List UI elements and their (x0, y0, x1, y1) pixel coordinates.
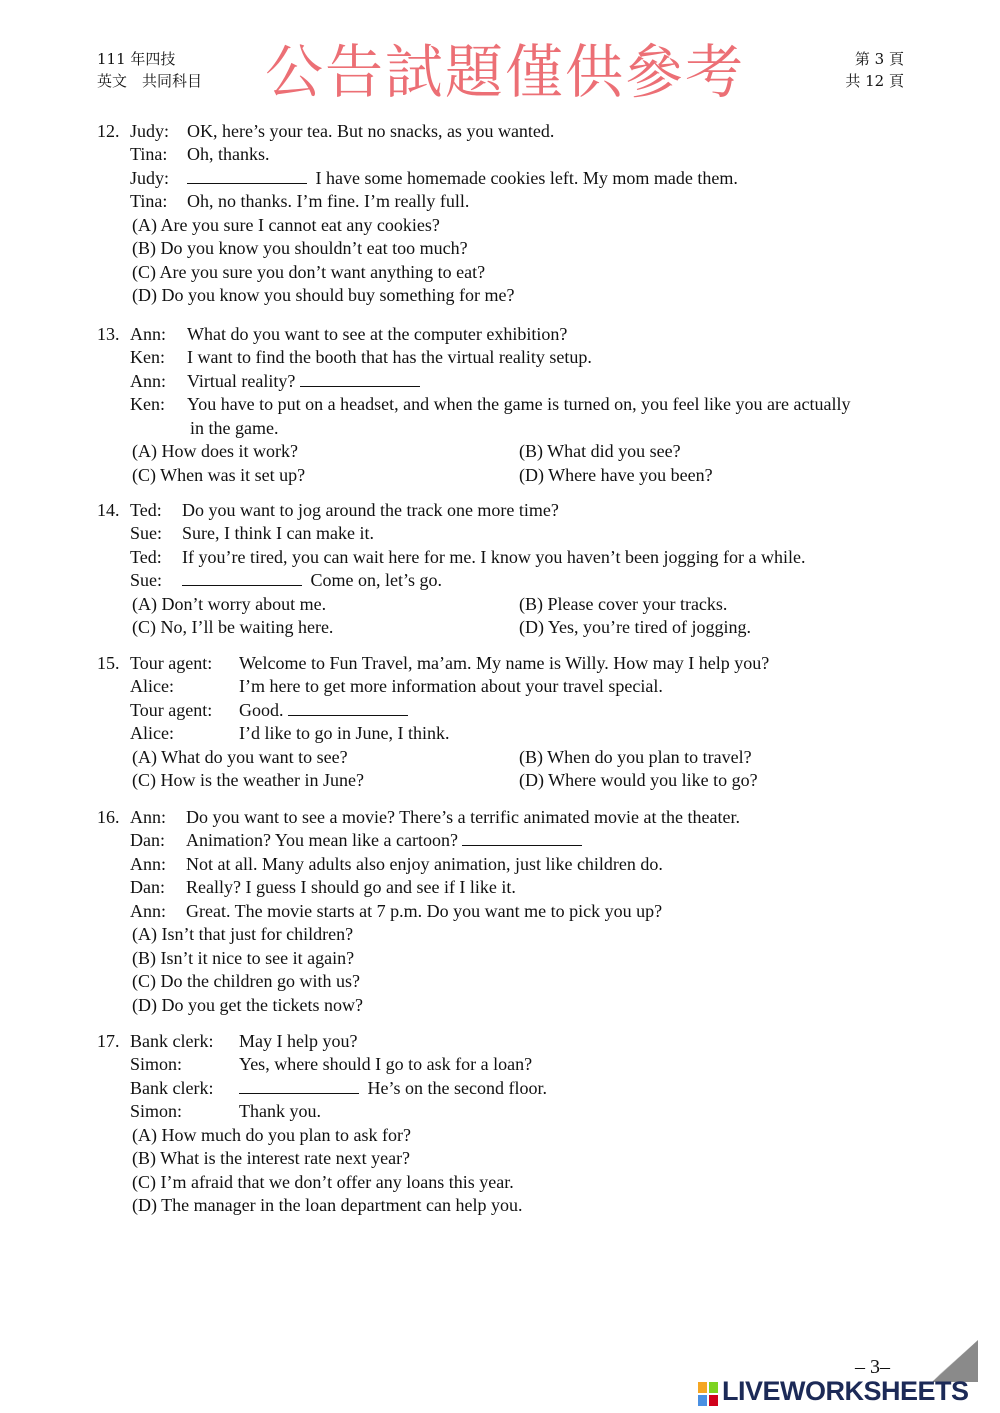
dialogue-text (186, 829, 586, 852)
dialogue-text-main: You have to put on a headset, and when the game is turned on, you feel like you are actually (187, 394, 851, 415)
dialogue-text-main: Sure, I think I can make it. (182, 523, 374, 544)
answer-option-b[interactable]: (B) What did you see? (519, 440, 681, 461)
dialogue-text (239, 1077, 547, 1100)
speaker-name: Tour agent: (130, 653, 213, 673)
dialogue-continuation-line (97, 417, 917, 440)
answer-options (97, 593, 917, 640)
dialogue-text-main: Do you want to see a movie? There’s a terrific animated movie at the theater. (186, 807, 740, 827)
answer-options (97, 1124, 917, 1218)
question-number: 13. (97, 324, 120, 344)
exam-year: 111 年四技 (97, 50, 176, 68)
answer-option-c[interactable]: (C) I’m afraid that we don’t offer any loans this year. (132, 1171, 514, 1192)
dialogue-line (97, 900, 917, 923)
answer-option-d[interactable]: (D) Do you know you should buy something for me? (132, 285, 515, 306)
speaker-name: Dan: (130, 877, 165, 898)
answer-option-d[interactable]: (D) Where would you like to go? (519, 770, 758, 791)
question-16 (97, 806, 917, 1017)
answer-option-a[interactable]: (A) Are you sure I cannot eat any cookies? (132, 214, 440, 235)
dialogue-line (97, 722, 917, 745)
speaker-name: Alice: (130, 723, 174, 744)
speaker-name: Alice: (130, 676, 174, 697)
dialogue-text-main: I’d like to go in June, I think. (239, 723, 450, 744)
dialogue-text-main: Oh, no thanks. I’m fine. I’m really full. (187, 191, 470, 212)
answer-blank[interactable] (239, 1077, 359, 1094)
speaker-name: Simon: (130, 1054, 183, 1075)
answer-option-b[interactable]: (B) Isn’t it nice to see it again? (132, 947, 355, 968)
question-13 (97, 323, 917, 487)
question-17 (97, 1030, 917, 1218)
dialogue-line (97, 806, 917, 829)
dialogue-line (97, 546, 917, 569)
dialogue-text (187, 323, 567, 346)
dialogue-line (97, 499, 917, 522)
option-row (97, 593, 917, 617)
dialogue-line (97, 675, 917, 698)
dialogue-line (97, 143, 917, 166)
dialogue-text-before-blank: Virtual reality? (187, 370, 296, 391)
speaker-name: Tour agent: (130, 699, 213, 720)
answer-option-d[interactable]: (D) The manager in the loan department can help you. (132, 1195, 523, 1216)
dialogue-line (97, 1100, 917, 1123)
speaker-name: Ann: (130, 900, 166, 921)
speaker-name: Tina: (130, 191, 168, 212)
option-row (97, 746, 917, 770)
dialogue-line (97, 323, 917, 346)
question-number: 16. (97, 807, 120, 827)
answer-option-a[interactable]: (A) What do you want to see? (132, 746, 348, 767)
dialogue-text (182, 569, 442, 592)
dialogue-line (97, 699, 917, 722)
dialogue-text (187, 190, 469, 213)
speaker-name: Ken: (130, 394, 165, 415)
speaker-name: Ann: (130, 324, 166, 344)
dialogue-text (182, 522, 374, 545)
answer-option-a[interactable]: (A) How much do you plan to ask for? (132, 1124, 411, 1145)
dialogue-text-main: Really? I guess I should go and see if I like it. (186, 877, 516, 898)
answer-blank[interactable] (187, 167, 307, 184)
answer-option-a[interactable]: (A) Don’t worry about me. (132, 593, 327, 614)
dialogue-text-main: Welcome to Fun Travel, ma’am. My name is Willy. How may I help you? (239, 653, 770, 673)
answer-option-c[interactable]: (C) When was it set up? (132, 464, 306, 485)
dialogue-line (97, 190, 917, 213)
dialogue-text (187, 167, 738, 190)
speaker-name: Bank clerk: (130, 1031, 214, 1051)
speaker-name: Ken: (130, 347, 165, 368)
answer-blank[interactable] (182, 569, 302, 586)
dialogue-text-main: What do you want to see at the computer exhibition? (187, 324, 568, 344)
dialogue-text-main: Do you want to jog around the track one more time? (182, 500, 559, 520)
answer-blank[interactable] (288, 699, 408, 716)
page-total: 共 12 頁 (845, 72, 904, 90)
dialogue-line (97, 876, 917, 899)
option-row (97, 947, 917, 971)
dialogue-line (97, 522, 917, 545)
speaker-name: Ted: (130, 546, 162, 567)
dialogue-text (187, 370, 424, 393)
dialogue-text-main: Great. The movie starts at 7 p.m. Do you want me to pick you up? (186, 900, 663, 921)
page-number: – 3– (855, 1356, 890, 1378)
dialogue-line (97, 370, 917, 393)
option-row (97, 284, 917, 308)
option-row (97, 923, 917, 947)
answer-option-c[interactable]: (C) Do the children go with us? (132, 971, 360, 992)
answer-option-c[interactable]: (C) Are you sure you don’t want anything to eat? (132, 261, 486, 282)
dialogue-text (187, 143, 270, 166)
dialogue-text-before-blank: Animation? You mean like a cartoon? (186, 830, 458, 851)
dialogue-text-main: If you’re tired, you can wait here for me. I know you haven’t been jogging for a while. (182, 546, 806, 567)
dialogue-text-main: I have some homemade cookies left. My mom made them. (315, 167, 738, 188)
speaker-name: Ann: (130, 370, 166, 391)
answer-options (97, 746, 917, 793)
header-right (845, 48, 904, 92)
dialogue-line (97, 1077, 917, 1100)
page-indicator: 第 3 頁 (854, 50, 904, 68)
speaker-name: Ann: (130, 807, 166, 827)
dialogue-text (239, 722, 449, 745)
speaker-name: Dan: (130, 830, 165, 851)
answer-option-d[interactable]: (D) Where have you been? (519, 464, 713, 485)
dialogue-text (239, 652, 769, 675)
question-12 (97, 120, 917, 308)
question-number: 12. (97, 121, 120, 141)
dialogue-text (187, 346, 592, 369)
answer-option-b[interactable]: (B) What is the interest rate next year? (132, 1148, 411, 1169)
answer-option-b[interactable]: (B) When do you plan to travel? (519, 746, 752, 767)
speaker-name: Simon: (130, 1101, 183, 1122)
dialogue-text-main: Oh, thanks. (187, 144, 270, 165)
dialogue-text (182, 546, 805, 569)
dialogue-text-main: Yes, where should I go to ask for a loan? (239, 1054, 533, 1075)
dialogue-text-main: I’m here to get more information about your travel special. (239, 676, 663, 697)
answer-option-b[interactable]: (B) Do you know you shouldn’t eat too much? (132, 238, 468, 259)
answer-option-c[interactable]: (C) No, I’ll be waiting here. (132, 617, 334, 638)
dialogue-text (187, 120, 554, 143)
option-row (97, 214, 917, 238)
dialogue-line (97, 853, 917, 876)
dialogue-continuation: in the game. (190, 417, 279, 438)
option-row (97, 616, 917, 640)
speaker-name: Judy: (130, 121, 170, 141)
answer-options (97, 440, 917, 487)
dialogue-line (97, 393, 917, 416)
dialogue-line (97, 346, 917, 369)
dialogue-text-main: OK, here’s your tea. But no snacks, as you wanted. (187, 121, 555, 141)
speaker-name: Tina: (130, 144, 168, 165)
option-row (97, 769, 917, 793)
dialogue-text-before-blank: Good. (239, 699, 284, 720)
speaker-name: Bank clerk: (130, 1077, 214, 1098)
dialogue-text (239, 675, 663, 698)
watermark-title: 公告試題僅供參考 (265, 38, 746, 106)
answer-option-a[interactable]: (A) Isn’t that just for children? (132, 923, 354, 944)
dialogue-text (182, 499, 559, 522)
option-row (97, 261, 917, 285)
dialogue-line (97, 652, 917, 675)
dialogue-line (97, 569, 917, 592)
answer-options (97, 923, 917, 1017)
option-row (97, 1147, 917, 1171)
question-number: 15. (97, 653, 120, 673)
answer-options (97, 214, 917, 308)
speaker-name: Sue: (130, 570, 163, 591)
dialogue-line (97, 1053, 917, 1076)
question-number: 14. (97, 500, 120, 520)
question-number: 17. (97, 1031, 120, 1051)
speaker-name: Ann: (130, 853, 166, 874)
option-row (97, 994, 917, 1018)
dialogue-text (186, 853, 663, 876)
dialogue-text-main: He’s on the second floor. (367, 1077, 547, 1098)
dialogue-text-main: Come on, let’s go. (310, 570, 442, 591)
option-row (97, 237, 917, 261)
exam-subject: 英文 共同科目 (97, 72, 203, 90)
answer-option-a[interactable]: (A) How does it work? (132, 440, 298, 461)
dialogue-text (186, 900, 662, 923)
speaker-name: Sue: (130, 523, 163, 544)
answer-option-b[interactable]: (B) Please cover your tracks. (519, 593, 728, 614)
dialogue-text-main: Thank you. (239, 1101, 321, 1122)
answer-blank[interactable] (462, 829, 582, 846)
dialogue-text (239, 1053, 532, 1076)
option-row (97, 1194, 917, 1218)
dialogue-line (97, 1030, 917, 1053)
dialogue-line (97, 120, 917, 143)
dialogue-text-main: I want to find the booth that has the virtual reality setup. (187, 347, 592, 368)
dialogue-text (239, 1100, 321, 1123)
header-left (97, 48, 202, 92)
speaker-name: Ted: (130, 500, 162, 520)
speaker-name: Judy: (130, 167, 170, 188)
dialogue-text (239, 699, 412, 722)
answer-blank[interactable] (300, 370, 420, 387)
dialogue-text-main: May I help you? (239, 1031, 358, 1051)
answer-option-c[interactable]: (C) How is the weather in June? (132, 770, 364, 791)
dialogue-line (97, 829, 917, 852)
dialogue-text-main: Not at all. Many adults also enjoy animation, just like children do. (186, 853, 663, 874)
dialogue-text (187, 393, 851, 416)
liveworksheets-logo-icon (698, 1382, 718, 1406)
option-row (97, 1171, 917, 1195)
dialogue-line (97, 167, 917, 190)
option-row (97, 464, 917, 488)
dialogue-text (186, 876, 516, 899)
dialogue-text (239, 1030, 357, 1053)
liveworksheets-logo: LIVEWORKSHEETS (722, 1376, 969, 1406)
answer-option-d[interactable]: (D) Do you get the tickets now? (132, 994, 363, 1015)
answer-option-d[interactable]: (D) Yes, you’re tired of jogging. (519, 617, 751, 638)
option-row (97, 440, 917, 464)
question-15 (97, 652, 917, 793)
option-row (97, 1124, 917, 1148)
option-row (97, 970, 917, 994)
dialogue-text (186, 806, 740, 829)
question-14 (97, 499, 917, 640)
